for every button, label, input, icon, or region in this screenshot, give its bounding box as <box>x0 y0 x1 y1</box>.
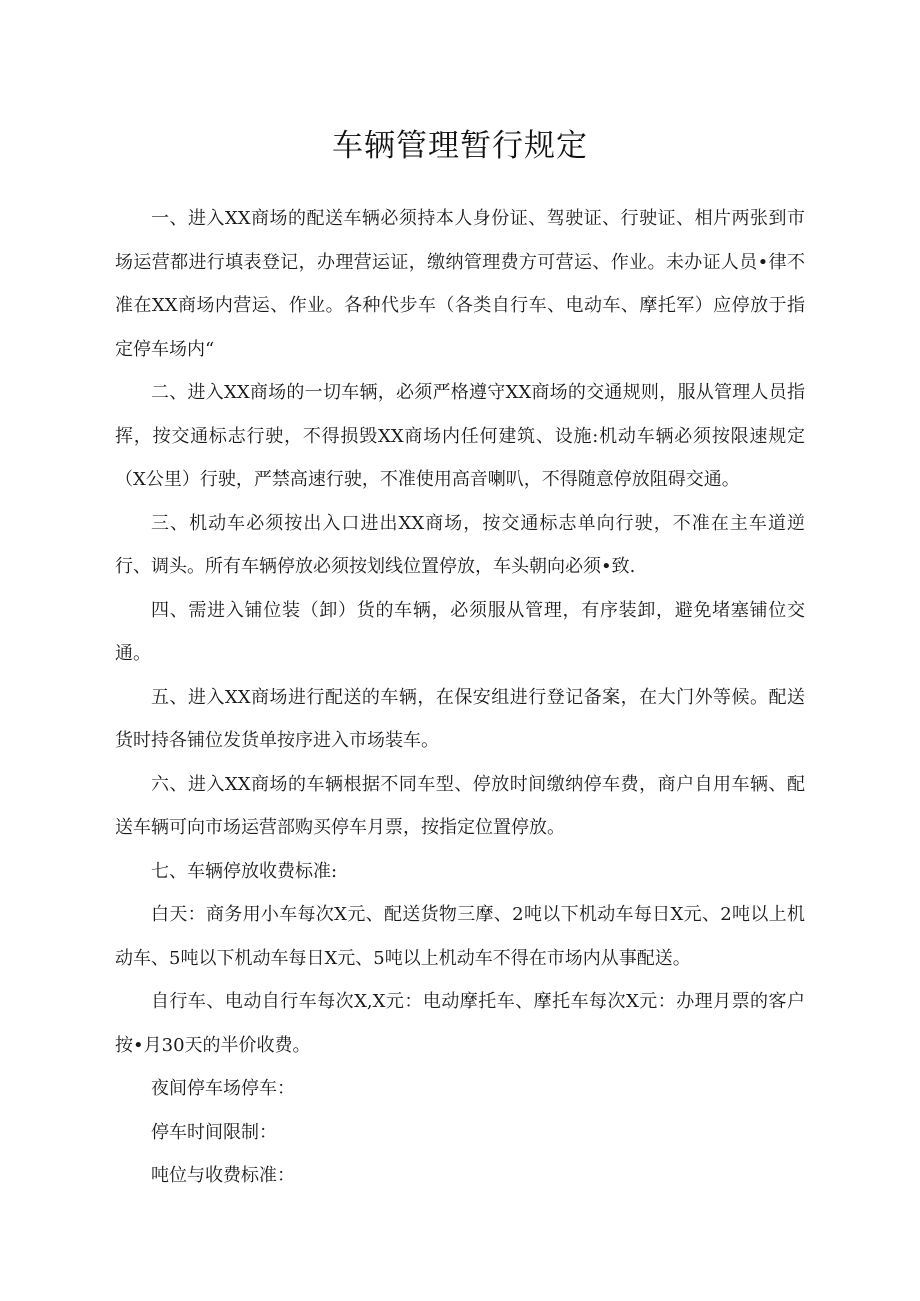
document-title: 车辆管理暂行规定 <box>332 128 588 164</box>
clause-3-paragraph: 三、机动车必须按出入口进出XX商场，按交通标志单向行驶，不准在主车道逆行、调头。所有车辆停放必须按划线位置停放，车头朝向必须•致. <box>115 512 805 577</box>
bicycle-fee-paragraph: 自行车、电动自行车每次X,X元：电动摩托车、摩托车每次X元：办理月票的客户按•月30天的半价收费。 <box>115 991 805 1056</box>
parking-time-limit-label: 停车时间限制： <box>151 1121 277 1143</box>
document-body <box>115 197 805 1198</box>
daytime-fee-paragraph: 白天：商务用小车每次X元、配送货物三摩、2吨以下机动车每日X元、2吨以上机动车、5吨以下机动车每日X元、5吨以上机动车不得在市场内从事配送。 <box>115 904 805 969</box>
clause-2-paragraph: 二、进入XX商场的一切车辆，必须严格遵守XX商场的交通规则，服从管理人员指挥，按交通标志行驶，不得损毁XX商场内任何建筑、设施:机动车辆必须按限速规定（X公里）行驶，严禁高速行驶，不准使用高音喇叭，不得随意停放阻碍交通。 <box>115 382 805 490</box>
clause-5-paragraph: 五、进入XX商场进行配送的车辆，在保安组进行登记备案，在大门外等候。配送货时持各铺位发货单按序进入市场装车。 <box>115 686 805 751</box>
clause-4-paragraph: 四、需进入铺位装（卸）货的车辆，必须服从管理，有序装卸，避免堵塞铺位交通。 <box>115 599 805 664</box>
clause-6-paragraph: 六、进入XX商场的车辆根据不同车型、停放时间缴纳停车费，商户自用车辆、配送车辆可向市场运营部购买停车月票，按指定位置停放。 <box>115 773 805 838</box>
night-parking-label: 夜间停车场停车： <box>151 1078 295 1099</box>
tonnage-fee-label: 吨位与收费标准： <box>151 1165 295 1186</box>
clause-1-paragraph: 一、进入XX商场的配送车辆必须持本人身份证、驾驶证、行驶证、相片两张到市场运营都进行填表登记，办理营运证，缴纳管理费方可营运、作业。未办证人员•律不准在XX商场内营运、作业。各种代步车（各类自行车、电动车、摩托军）应停放于指定停车场内“ <box>115 208 806 360</box>
clause-7-heading: 七、车辆停放收费标准: <box>151 860 338 882</box>
